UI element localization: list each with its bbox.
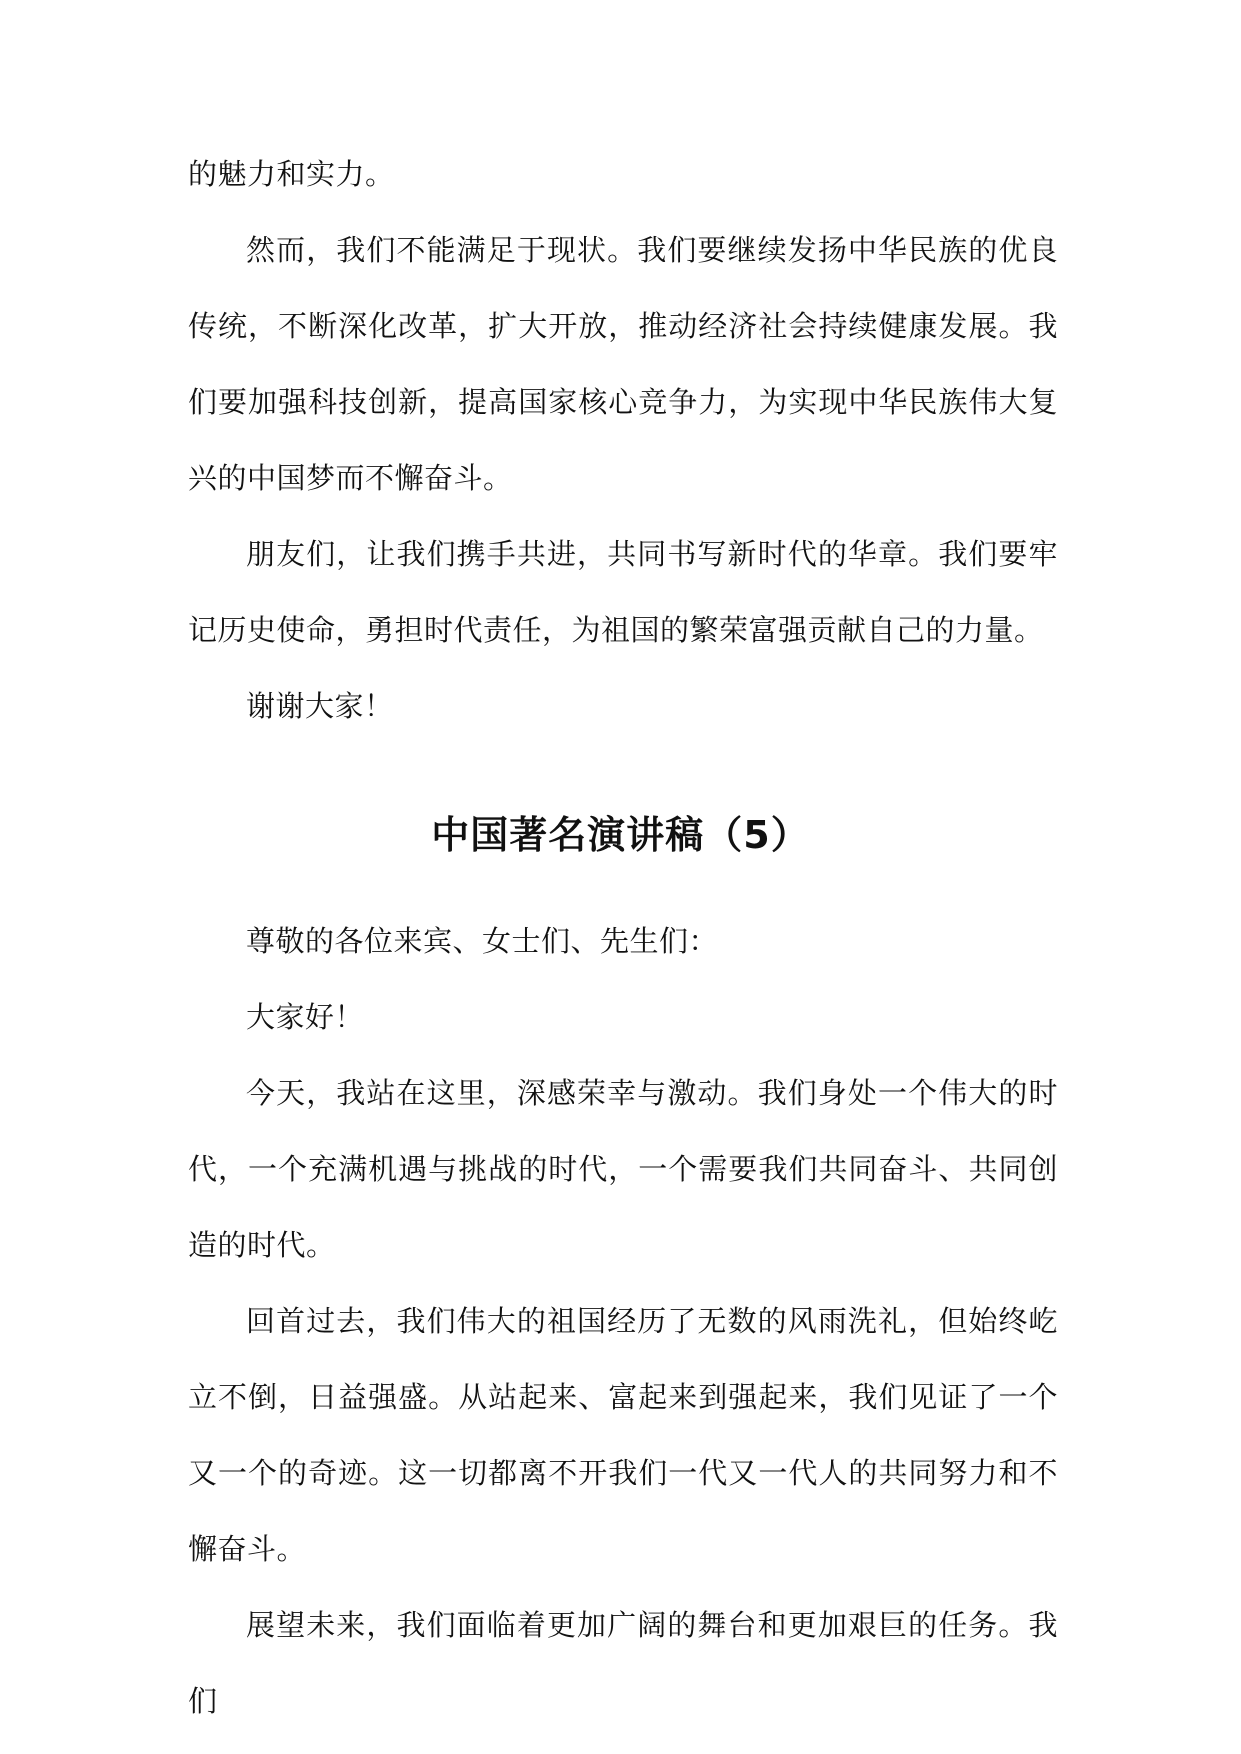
paragraph: 今天，我站在这里，深感荣幸与激动。我们身处一个伟大的时代，一个充满机遇与挑战的时代，一个需要我们共同奋斗、共同创造的时代。	[188, 1076, 1058, 1262]
paragraph-thanks: 谢谢大家！	[246, 689, 394, 723]
paragraph: 展望未来，我们面临着更加广阔的舞台和更加艰巨的任务。我们	[188, 1608, 1058, 1718]
paragraph: 然而，我们不能满足于现状。我们要继续发扬中华民族的优良传统，不断深化改革，扩大开放，推动经济社会持续健康发展。我们要加强科技创新，提高国家核心竞争力，为实现中华民族伟大复兴的中国梦而不懈奋斗。	[188, 233, 1058, 495]
paragraph-continuation: 的魅力和实力。	[188, 157, 395, 191]
section-title: 中国著名演讲稿（5）	[431, 813, 810, 858]
bottom-text-block	[188, 903, 1058, 1739]
paragraph: 朋友们，让我们携手共进，共同书写新时代的华章。我们要牢记历史使命，勇担时代责任，为祖国的繁荣富强贡献自己的力量。	[188, 537, 1058, 647]
paragraph: 回首过去，我们伟大的祖国经历了无数的风雨洗礼，但始终屹立不倒，日益强盛。从站起来、富起来到强起来，我们见证了一个又一个的奇迹。这一切都离不开我们一代又一代人的共同努力和不懈奋斗。	[188, 1304, 1058, 1566]
paragraph-salutation: 尊敬的各位来宾、女士们、先生们：	[246, 924, 719, 958]
paragraph-greeting: 大家好！	[246, 1000, 365, 1034]
top-text-block	[188, 136, 1058, 744]
